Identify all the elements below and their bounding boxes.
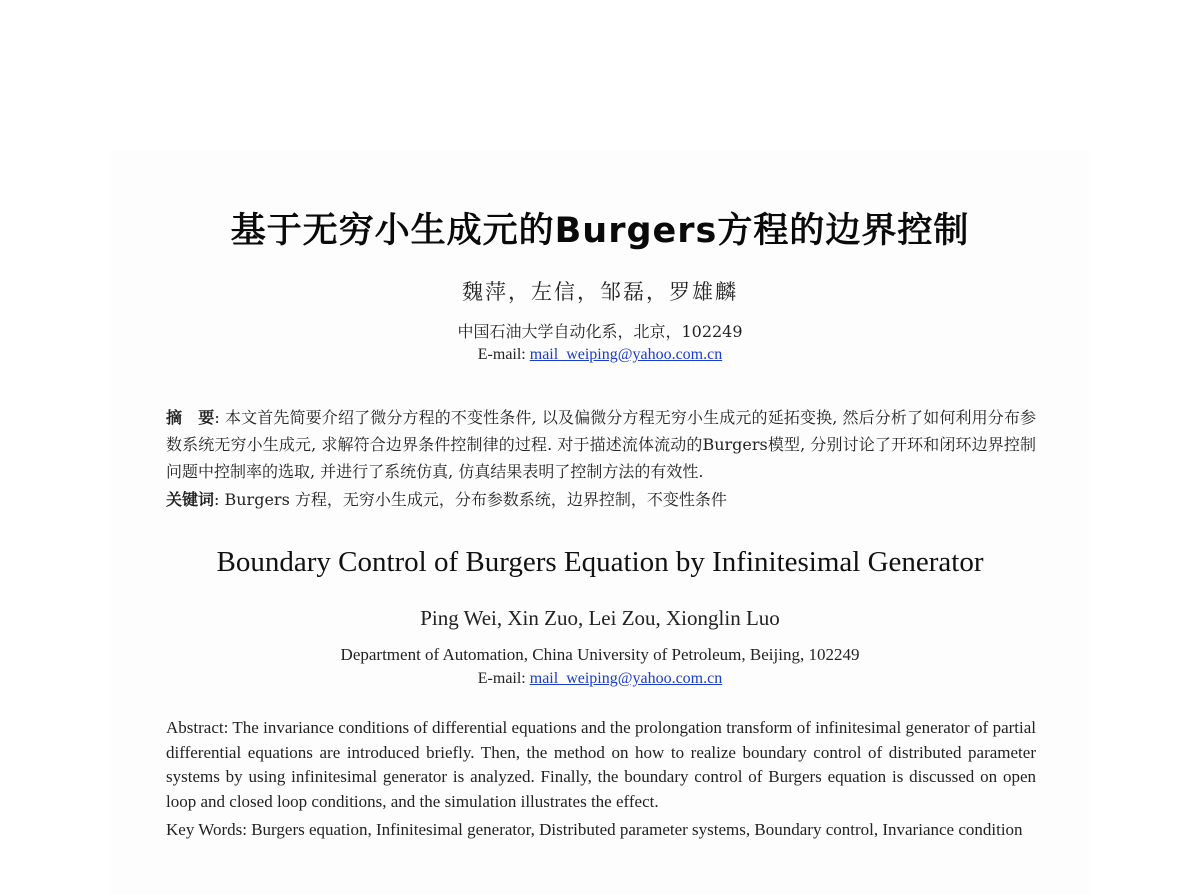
email-label: E-mail: bbox=[477, 346, 526, 363]
english-title: Boundary Control of Burgers Equation by Infinitesimal Generator bbox=[216, 546, 984, 578]
english-keywords: Key Words: Burgers equation, Infinitesimal generator, Distributed parameter systems, Boundary control, Invariance condition bbox=[166, 820, 1023, 839]
chinese-keywords bbox=[166, 486, 1036, 513]
chinese-abstract-label: 摘 要 bbox=[166, 408, 215, 427]
chinese-abstract bbox=[166, 404, 1036, 485]
chinese-abstract-text: : 本文首先简要介绍了微分方程的不变性条件, 以及偏微分方程无穷小生成元的延拓变换, 然后分析了如何利用分布参数系统无穷小生成元, 求解符合边界条件控制律的过程. 对于描述流体流动的Burgers模型, 分别讨论了开环和闭环边界控制问题中控制率的选取, 并进行了系统仿真, 仿真结果表明了控制方法的有效性. bbox=[166, 408, 1036, 481]
english-abstract: Abstract: The invariance conditions of differential equations and the prolongation transform of infinitesimal generator of partial differential equations are introduced briefly. Then, the method on how to realize boundary control of distributed parameter systems by using infinitesimal generator is analyzed. Finally, the boundary control of Burgers equation is discussed on open loop and closed loop conditions, and the simulation illustrates the effect. bbox=[166, 718, 1036, 811]
email-link[interactable]: mail_weiping@yahoo.com.cn bbox=[529, 346, 723, 363]
chinese-keywords-text: : Burgers 方程，无穷小生成元，分布参数系统，边界控制，不变性条件 bbox=[214, 490, 727, 509]
english-authors: Ping Wei, Xin Zuo, Lei Zou, Xionglin Luo bbox=[420, 606, 780, 630]
chinese-title: 基于无穷小生成元的Burgers方程的边界控制 bbox=[230, 211, 970, 251]
chinese-authors: 魏萍，左信，邹磊，罗雄麟 bbox=[462, 280, 738, 304]
english-email-line bbox=[0, 670, 1200, 688]
chinese-affiliation: 中国石油大学自动化系，北京，102249 bbox=[457, 322, 743, 341]
chinese-keywords-label: 关键词 bbox=[166, 490, 215, 509]
english-affiliation: Department of Automation, China University of Petroleum, Beijing, 102249 bbox=[340, 645, 860, 664]
chinese-email-line bbox=[0, 346, 1200, 364]
email-label: E-mail: bbox=[477, 670, 526, 687]
email-link[interactable]: mail_weiping@yahoo.com.cn bbox=[529, 670, 723, 687]
